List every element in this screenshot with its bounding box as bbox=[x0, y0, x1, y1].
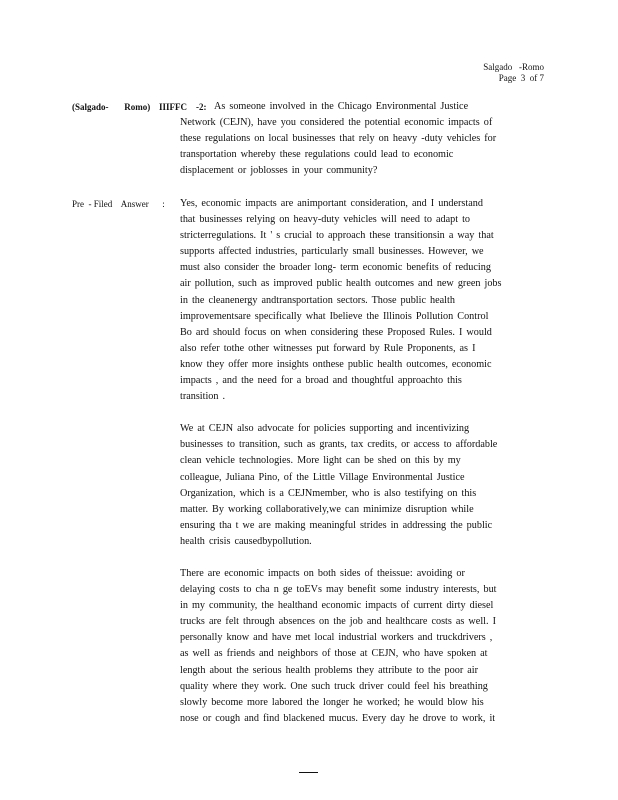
answer-line: that businesses relying on heavy-duty vehicles will need to adapt to bbox=[180, 214, 470, 226]
answer-line: length about the serious health problems they attribute to the poor air bbox=[180, 664, 478, 676]
answer-line: improvementsare specifically what Ibelieve the Illinois Pollution Control bbox=[180, 310, 489, 322]
answer-line: in my community, the healthand economic impacts of current dirty diesel bbox=[180, 600, 494, 612]
question-label-code: IIIFFC -2: bbox=[159, 102, 207, 112]
answer-line: supports affected industries, particularly small businesses. However, we bbox=[180, 246, 484, 258]
answer-line: There are economic impacts on both sides of theissue: avoiding or bbox=[180, 567, 465, 579]
question-line: As someone involved in the Chicago Environmental Justice bbox=[214, 101, 469, 112]
question-line: these regulations on local businesses that rely on heavy -duty vehicles for bbox=[180, 133, 497, 145]
answer-line: quality where they work. One such truck driver could feel his breathing bbox=[180, 680, 488, 692]
answer-line: delaying costs to cha n ge toEVs may benefit some industry interests, but bbox=[180, 584, 497, 596]
author-name: Salgado -Romo bbox=[483, 62, 544, 72]
page-header bbox=[483, 62, 544, 84]
question-label-name: (Salgado- Romo) bbox=[72, 102, 151, 112]
answer-line: in the cleanenergy andtransportation sectors. Those public health bbox=[180, 294, 455, 306]
answer-line: clean vehicle technologies. More light can be shed on this by my bbox=[180, 455, 461, 467]
answer-paragraph bbox=[180, 566, 542, 727]
question-line: transportation whereby these regulations could lead to economic bbox=[180, 149, 454, 161]
answer-line: as well as friends and neighbors of those at CEJN, who have spoken at bbox=[180, 648, 488, 660]
answer-line: also refer tothe other witnesses put forward by Rule Proponents, as I bbox=[180, 342, 476, 354]
answer-line: Bo ard should focus on when considering these Proposed Rules. I would bbox=[180, 326, 492, 338]
answer-paragraph bbox=[180, 421, 542, 550]
answer-line: trucks are felt through absences on the job and healthcare costs as well. I bbox=[180, 616, 496, 628]
answer-line: Organization, which is a CEJNmember, who is also testifying on this bbox=[180, 487, 477, 499]
question-line: displacement or joblosses in your community? bbox=[180, 165, 378, 177]
answer-line: transition . bbox=[180, 391, 226, 403]
answer-line: slowly become more labored the longer he worked; he would blow his bbox=[180, 696, 484, 708]
footer-rule bbox=[299, 772, 318, 773]
answer-line: ensuring tha t we are making meaningful strides in addressing the public bbox=[180, 519, 493, 531]
answer-line: businesses to transition, such as grants, tax credits, or access to affordable bbox=[180, 439, 498, 451]
answer-line: Yes, economic impacts are animportant consideration, and I understand bbox=[180, 198, 483, 209]
answer-line: must also consider the broader long- term economic benefits of reducing bbox=[180, 262, 491, 274]
answer-line: stricterregulations. It ' s crucial to approach these transitionsin a way that bbox=[180, 230, 494, 242]
answer-paragraph bbox=[180, 196, 542, 405]
question-line: Network (CEJN), have you considered the potential economic impacts of bbox=[180, 117, 493, 129]
answer-text bbox=[180, 196, 542, 727]
answer-line: air pollution, such as improved public health outcomes and new green jobs bbox=[180, 278, 502, 290]
answer-line: know they offer more insights onthese public health outcomes, economic bbox=[180, 358, 492, 370]
answer-line: nose or cough and find blackened mucus. Every day he drove to work, it bbox=[180, 712, 496, 724]
answer-label: Pre - Filed Answer : bbox=[72, 199, 165, 209]
answer-line: We at CEJN also advocate for policies supporting and incentivizing bbox=[180, 423, 470, 435]
answer-line: impacts , and the need for a broad and thoughtful approachto this bbox=[180, 375, 462, 387]
answer-line: personally know and have met local industrial workers and truckdrivers , bbox=[180, 632, 493, 644]
answer-line: matter. By working collaboratively,we can minimize disruption while bbox=[180, 503, 474, 515]
page-number: Page 3 of 7 bbox=[498, 73, 544, 83]
answer-line: health crisis causedbypollution. bbox=[180, 535, 312, 547]
answer-line: colleague, Juliana Pino, of the Little Village Environmental Justice bbox=[180, 471, 465, 483]
